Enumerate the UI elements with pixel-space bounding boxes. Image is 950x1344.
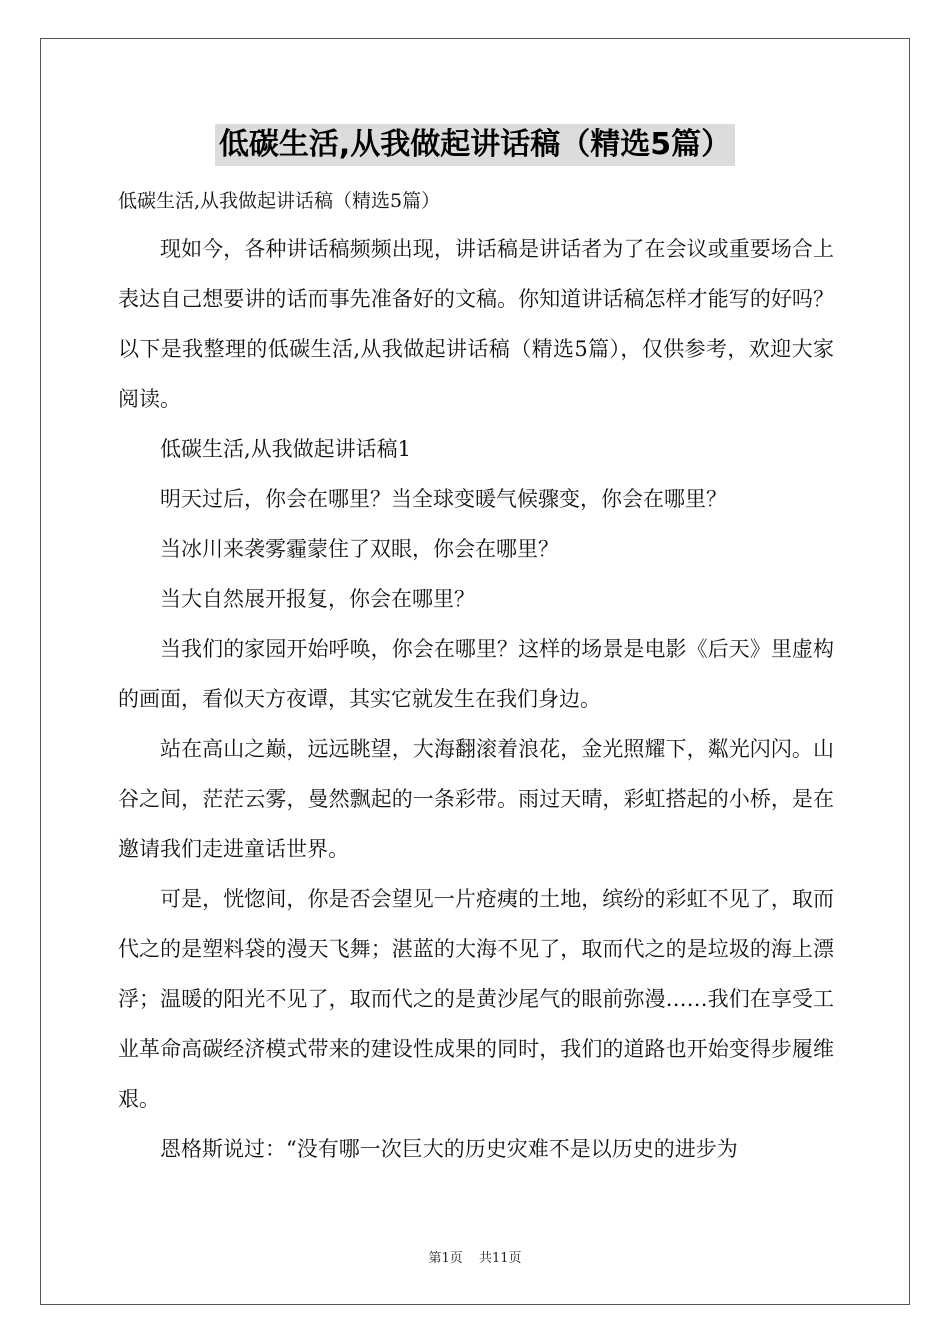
title-container xyxy=(0,124,950,166)
page-number: 第1页 xyxy=(428,1251,463,1266)
page-total: 共11页 xyxy=(478,1251,522,1266)
page-footer xyxy=(0,1247,950,1266)
paragraph: 当我们的家园开始呼唤，你会在哪里？这样的场景是电影《后天》里虚构的画面，看似天方夜谭，其实它就发生在我们身边。 xyxy=(118,637,834,711)
paragraph: 当冰川来袭雾霾蒙住了双眼，你会在哪里？ xyxy=(160,537,559,561)
paragraph: 恩格斯说过：“没有哪一次巨大的历史灾难不是以历史的进步为 xyxy=(160,1137,738,1161)
document-body xyxy=(118,178,834,1174)
paragraph: 明天过后，你会在哪里？当全球变暖气候骤变，你会在哪里？ xyxy=(160,487,727,511)
section-heading: 低碳生活,从我做起讲话稿1 xyxy=(160,437,412,461)
paragraph: 站在高山之巅，远远眺望，大海翻滚着浪花，金光照耀下，粼光闪闪。山谷之间，茫茫云雾，曼然飘起的一条彩带。雨过天晴，彩虹搭起的小桥，是在邀请我们走进童话世界。 xyxy=(118,737,834,861)
document-title: 低碳生活,从我做起讲话稿（精选5篇） xyxy=(215,124,735,166)
paragraph: 可是，恍惚间，你是否会望见一片疮痍的土地，缤纷的彩虹不见了，取而代之的是塑料袋的漫天飞舞；湛蓝的大海不见了，取而代之的是垃圾的海上漂浮；温暖的阳光不见了，取而代之的是黄沙尾气的眼前弥漫……我们在享受工业革命高碳经济模式带来的建设性成果的同时，我们的道路也开始变得步履维艰。 xyxy=(118,887,834,1111)
paragraph-subtitle: 低碳生活,从我做起讲话稿（精选5篇） xyxy=(118,190,441,212)
paragraph-intro: 现如今，各种讲话稿频频出现，讲话稿是讲话者为了在会议或重要场合上表达自己想要讲的话而事先准备好的文稿。你知道讲话稿怎样才能写的好吗？以下是我整理的低碳生活,从我做起讲话稿（精选5篇），仅供参考，欢迎大家阅读。 xyxy=(118,237,834,411)
paragraph: 当大自然展开报复，你会在哪里？ xyxy=(160,587,475,611)
